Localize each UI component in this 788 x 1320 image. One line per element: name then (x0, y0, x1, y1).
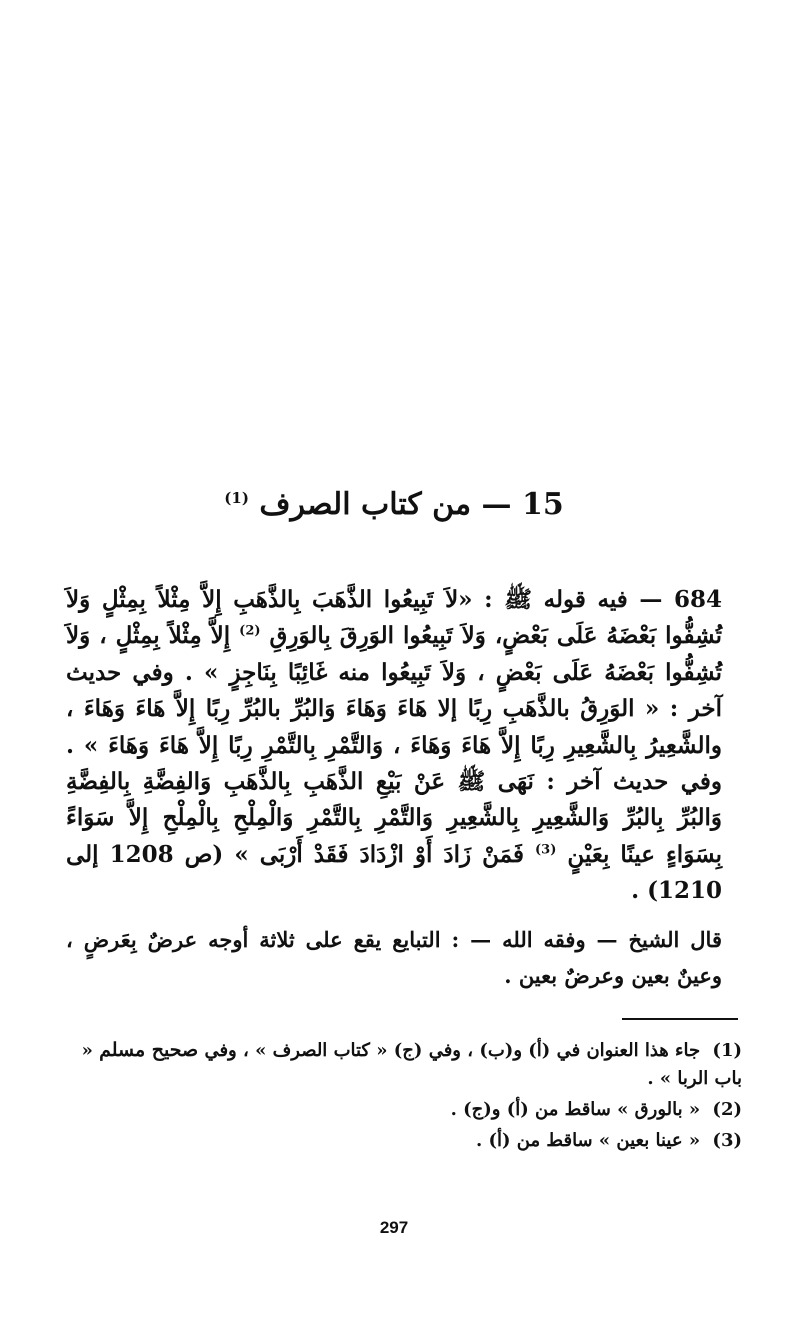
hadith-number: 684 (673, 586, 722, 613)
footnote-text: جاء هذا العنوان في (أ) و(ب) ، وفي (ج) « كتاب الصرف » ، وفي (204, 1040, 701, 1061)
chapter-number: 15 (521, 487, 564, 522)
hadith-text-part2: إِلاَّ مِثْلاً بِمِثْلٍ ، وَلاَ تُشِفُّوا بَعْضَهُ عَلَى بَعْضٍ ، وَلاَ تَبِيعُوا منه غَائِبًا بِنَاجِزٍ » . وفي حديث آخر : « الوَرِقُ بالذَّهَبِ رِبًا إلا هَاءَ وَهَاءَ وَالبُرِّ بالبُرِّ رِبًا إِلاَّ هَاءَ وَهَاءَ ، والشَّعِيرُ بِالشَّعِيرِ رِبًا إِلاَّ هَاءَ وَهَاءَ ، وَالتَّمْرِ بِالتَّمْرِ رِبًا إِلاَّ هَاءَ وَهَاءَ » . وفي حديث آخر : نَهَى ﷺ عَنْ بَيْعِ الذَّهَبِ بِالذَّهَبِ وَالفِضَّةِ بِالفِضَّةِ وَالبُرِّ بِالبُرِّ وَالشَّعِيرِ بِالشَّعِيرِ وَالتَّمْرِ بِالتَّمْرِ وَالْمِلْحِ بِالْمِلْحِ إِلاَّ سَوَاءً بِسَوَاءٍ عينًا بِعَيْنٍ (66, 622, 723, 868)
chapter-dash: — (481, 487, 512, 522)
footnote-separator (622, 1018, 738, 1020)
chapter-heading (0, 478, 788, 525)
footnote-2 (66, 1096, 742, 1124)
footnote-1 (66, 1036, 742, 1093)
commentary-text: قال الشيخ — وفقه الله — : التبايع يقع على ثلاثة أوجه عرضٌ بِعَرضٍ ، وعينٌ بعين وعرضٌ بعين . (66, 927, 722, 988)
footnote-number: (3) (712, 1130, 742, 1151)
footnote-text: « بالورق » ساقط من (أ) و(ج) . (450, 1099, 701, 1120)
footnotes (66, 1036, 742, 1158)
footnote-3 (66, 1127, 742, 1155)
chapter-title-text: من كتاب الصرف (259, 487, 472, 522)
chapter-footnote-ref: (1) (224, 489, 249, 507)
footnote-text: « عينا بعين » ساقط من (أ) . (475, 1130, 701, 1151)
footnote-ref-2: (2) (239, 623, 261, 639)
hadith-dash: — (639, 586, 663, 613)
hadith-text-part1: فيه قوله ﷺ : «لاَ تَبِيعُوا الذَّهَبَ بِالذَّهَبِ إِلاَّ مِثْلاً بِمِثْلٍ وَلاَ تُشِفُّوا بَعْضَهُ عَلَى بَعْضٍ، وَلاَ تَبِيعُوا الوَرِقَ بِالوَرِقِ (66, 586, 722, 650)
hadith-text-part3: فَمَنْ زَادَ أَوْ ازْدَادَ فَقَدْ أَرْبَى » (ص 1208 إلى 1210) . (66, 840, 722, 905)
footnote-ref-3: (3) (535, 842, 557, 858)
footnote-tail: « باب الربا » . (81, 1040, 742, 1089)
page-number: 297 (379, 1218, 409, 1237)
footnote-number: (2) (712, 1099, 742, 1120)
hadith-paragraph (66, 582, 722, 910)
footnote-number: (1) (712, 1040, 742, 1061)
commentary-paragraph (66, 922, 722, 994)
footnote-source-name: صحيح مسلم (99, 1039, 199, 1061)
